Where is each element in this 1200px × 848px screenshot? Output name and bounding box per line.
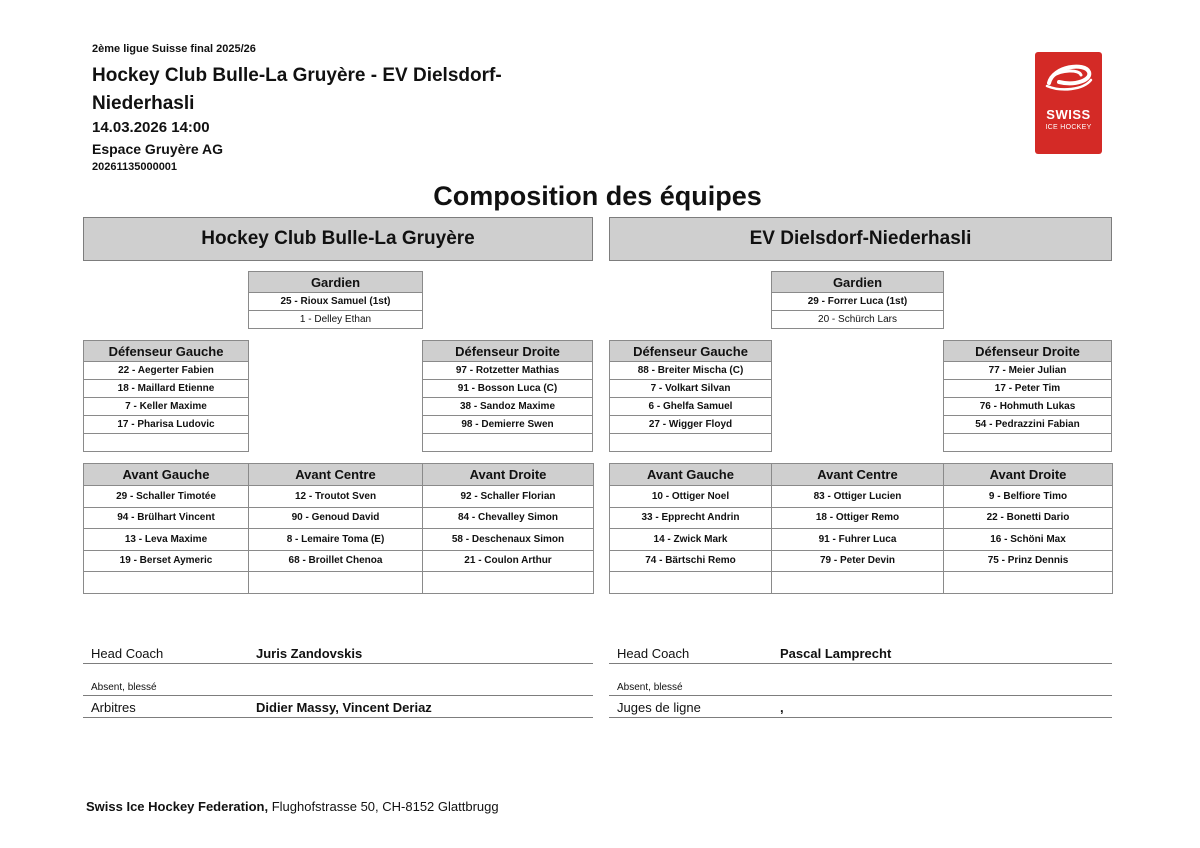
- linesmen-label: Juges de ligne: [617, 700, 701, 715]
- player-entry: [944, 572, 1113, 594]
- player-entry: 12 - Troutot Sven: [249, 486, 423, 508]
- player-entry: 91 - Bosson Luca (C): [423, 380, 593, 398]
- head-coach-label: Head Coach: [617, 646, 690, 661]
- goalie-entry: 25 - Rioux Samuel (1st): [249, 293, 423, 311]
- referees-label: Arbitres: [91, 700, 136, 715]
- fwd-left-header: Avant Gauche: [610, 464, 772, 486]
- player-entry: 14 - Zwick Mark: [610, 529, 772, 551]
- head-coach-label: Head Coach: [91, 646, 164, 661]
- goalie-entry: 29 - Forrer Luca (1st): [772, 293, 944, 311]
- player-entry: 54 - Pedrazzini Fabian: [944, 416, 1112, 434]
- player-entry: 18 - Maillard Etienne: [84, 380, 249, 398]
- player-entry: 17 - Pharisa Ludovic: [84, 416, 249, 434]
- home-goalie-table: [248, 271, 423, 329]
- def-right-header: Défenseur Droite: [423, 341, 593, 362]
- player-entry: 27 - Wigger Floyd: [610, 416, 772, 434]
- absent-label: Absent, blessé: [91, 682, 157, 693]
- away-def-left-table: [609, 340, 772, 452]
- away-absent-row: [609, 677, 1112, 696]
- home-def-right-table: [422, 340, 593, 452]
- logo-text-ice-hockey: ICE HOCKEY: [1045, 124, 1092, 131]
- player-entry: 17 - Peter Tim: [944, 380, 1112, 398]
- def-left-header: Défenseur Gauche: [84, 341, 249, 362]
- fwd-left-header: Avant Gauche: [84, 464, 249, 486]
- league-name: 2ème ligue Suisse final 2025/26: [92, 43, 256, 55]
- home-head-coach-row: [83, 643, 593, 664]
- player-entry: 16 - Schöni Max: [944, 529, 1113, 551]
- player-entry: 7 - Volkart Silvan: [610, 380, 772, 398]
- player-entry: [249, 572, 423, 594]
- player-entry: 91 - Fuhrer Luca: [772, 529, 944, 551]
- goalie-header: Gardien: [772, 272, 944, 293]
- away-forwards-table: [609, 463, 1113, 594]
- home-forwards-table: [83, 463, 594, 594]
- player-entry: [423, 572, 594, 594]
- goalie-entry: 1 - Delley Ethan: [249, 311, 423, 329]
- player-entry: 7 - Keller Maxime: [84, 398, 249, 416]
- player-entry: 29 - Schaller Timotée: [84, 486, 249, 508]
- match-title: Hockey Club Bulle-La Gruyère - EV Dielsdorf-Niederhasli: [92, 65, 502, 114]
- head-coach-name: Juris Zandovskis: [256, 646, 363, 661]
- player-entry: [423, 434, 593, 452]
- player-entry: 22 - Bonetti Dario: [944, 507, 1113, 529]
- player-entry: 83 - Ottiger Lucien: [772, 486, 944, 508]
- player-entry: [84, 572, 249, 594]
- federation-address: Flughofstrasse 50, CH-8152 Glattbrugg: [268, 799, 499, 814]
- home-team-name: Hockey Club Bulle-La Gruyère: [83, 217, 593, 261]
- player-entry: 8 - Lemaire Toma (E): [249, 529, 423, 551]
- fwd-right-header: Avant Droite: [944, 464, 1113, 486]
- player-entry: 84 - Chevalley Simon: [423, 507, 594, 529]
- player-entry: 13 - Leva Maxime: [84, 529, 249, 551]
- match-datetime: 14.03.2026 14:00: [92, 119, 210, 136]
- player-entry: 94 - Brülhart Vincent: [84, 507, 249, 529]
- match-venue: Espace Gruyère AG: [92, 141, 223, 157]
- linesmen-names: ,: [780, 700, 784, 715]
- page-title: Composition des équipes: [433, 181, 762, 211]
- away-goalie-table: [771, 271, 944, 329]
- game-id: 20261135000001: [92, 161, 178, 173]
- player-entry: 58 - Deschenaux Simon: [423, 529, 594, 551]
- away-officials-row: [609, 697, 1112, 718]
- player-entry: 79 - Peter Devin: [772, 550, 944, 572]
- player-entry: [84, 434, 249, 452]
- fwd-right-header: Avant Droite: [423, 464, 594, 486]
- player-entry: 77 - Meier Julian: [944, 362, 1112, 380]
- goalie-entry: 20 - Schürch Lars: [772, 311, 944, 329]
- player-entry: [610, 434, 772, 452]
- away-def-right-table: [943, 340, 1112, 452]
- player-entry: 97 - Rotzetter Mathias: [423, 362, 593, 380]
- away-head-coach-row: [609, 643, 1112, 664]
- player-entry: 76 - Hohmuth Lukas: [944, 398, 1112, 416]
- referees-names: Didier Massy, Vincent Deriaz: [256, 700, 432, 715]
- player-entry: 33 - Epprecht Andrin: [610, 507, 772, 529]
- head-coach-name: Pascal Lamprecht: [780, 646, 892, 661]
- fwd-center-header: Avant Centre: [772, 464, 944, 486]
- home-def-left-table: [83, 340, 249, 452]
- def-left-header: Défenseur Gauche: [610, 341, 772, 362]
- swiss-ice-hockey-logo: [1035, 52, 1102, 154]
- puck-swoosh-icon: [1035, 52, 1102, 107]
- player-entry: [944, 434, 1112, 452]
- player-entry: [772, 572, 944, 594]
- player-entry: 68 - Broillet Chenoa: [249, 550, 423, 572]
- player-entry: 92 - Schaller Florian: [423, 486, 594, 508]
- player-entry: 9 - Belfiore Timo: [944, 486, 1113, 508]
- logo-text-swiss: SWISS: [1046, 107, 1091, 122]
- player-entry: 75 - Prinz Dennis: [944, 550, 1113, 572]
- player-entry: 18 - Ottiger Remo: [772, 507, 944, 529]
- player-entry: 74 - Bärtschi Remo: [610, 550, 772, 572]
- def-right-header: Défenseur Droite: [944, 341, 1112, 362]
- federation-footer: [86, 799, 499, 814]
- player-entry: 38 - Sandoz Maxime: [423, 398, 593, 416]
- home-officials-row: [83, 697, 593, 718]
- player-entry: [610, 572, 772, 594]
- away-team-name: EV Dielsdorf-Niederhasli: [609, 217, 1112, 261]
- player-entry: 21 - Coulon Arthur: [423, 550, 594, 572]
- fwd-center-header: Avant Centre: [249, 464, 423, 486]
- player-entry: 6 - Ghelfa Samuel: [610, 398, 772, 416]
- player-entry: 19 - Berset Aymeric: [84, 550, 249, 572]
- player-entry: 22 - Aegerter Fabien: [84, 362, 249, 380]
- player-entry: 98 - Demierre Swen: [423, 416, 593, 434]
- goalie-header: Gardien: [249, 272, 423, 293]
- absent-label: Absent, blessé: [617, 682, 683, 693]
- player-entry: 10 - Ottiger Noel: [610, 486, 772, 508]
- home-absent-row: [83, 677, 593, 696]
- player-entry: 88 - Breiter Mischa (C): [610, 362, 772, 380]
- federation-name: Swiss Ice Hockey Federation,: [86, 799, 269, 814]
- player-entry: 90 - Genoud David: [249, 507, 423, 529]
